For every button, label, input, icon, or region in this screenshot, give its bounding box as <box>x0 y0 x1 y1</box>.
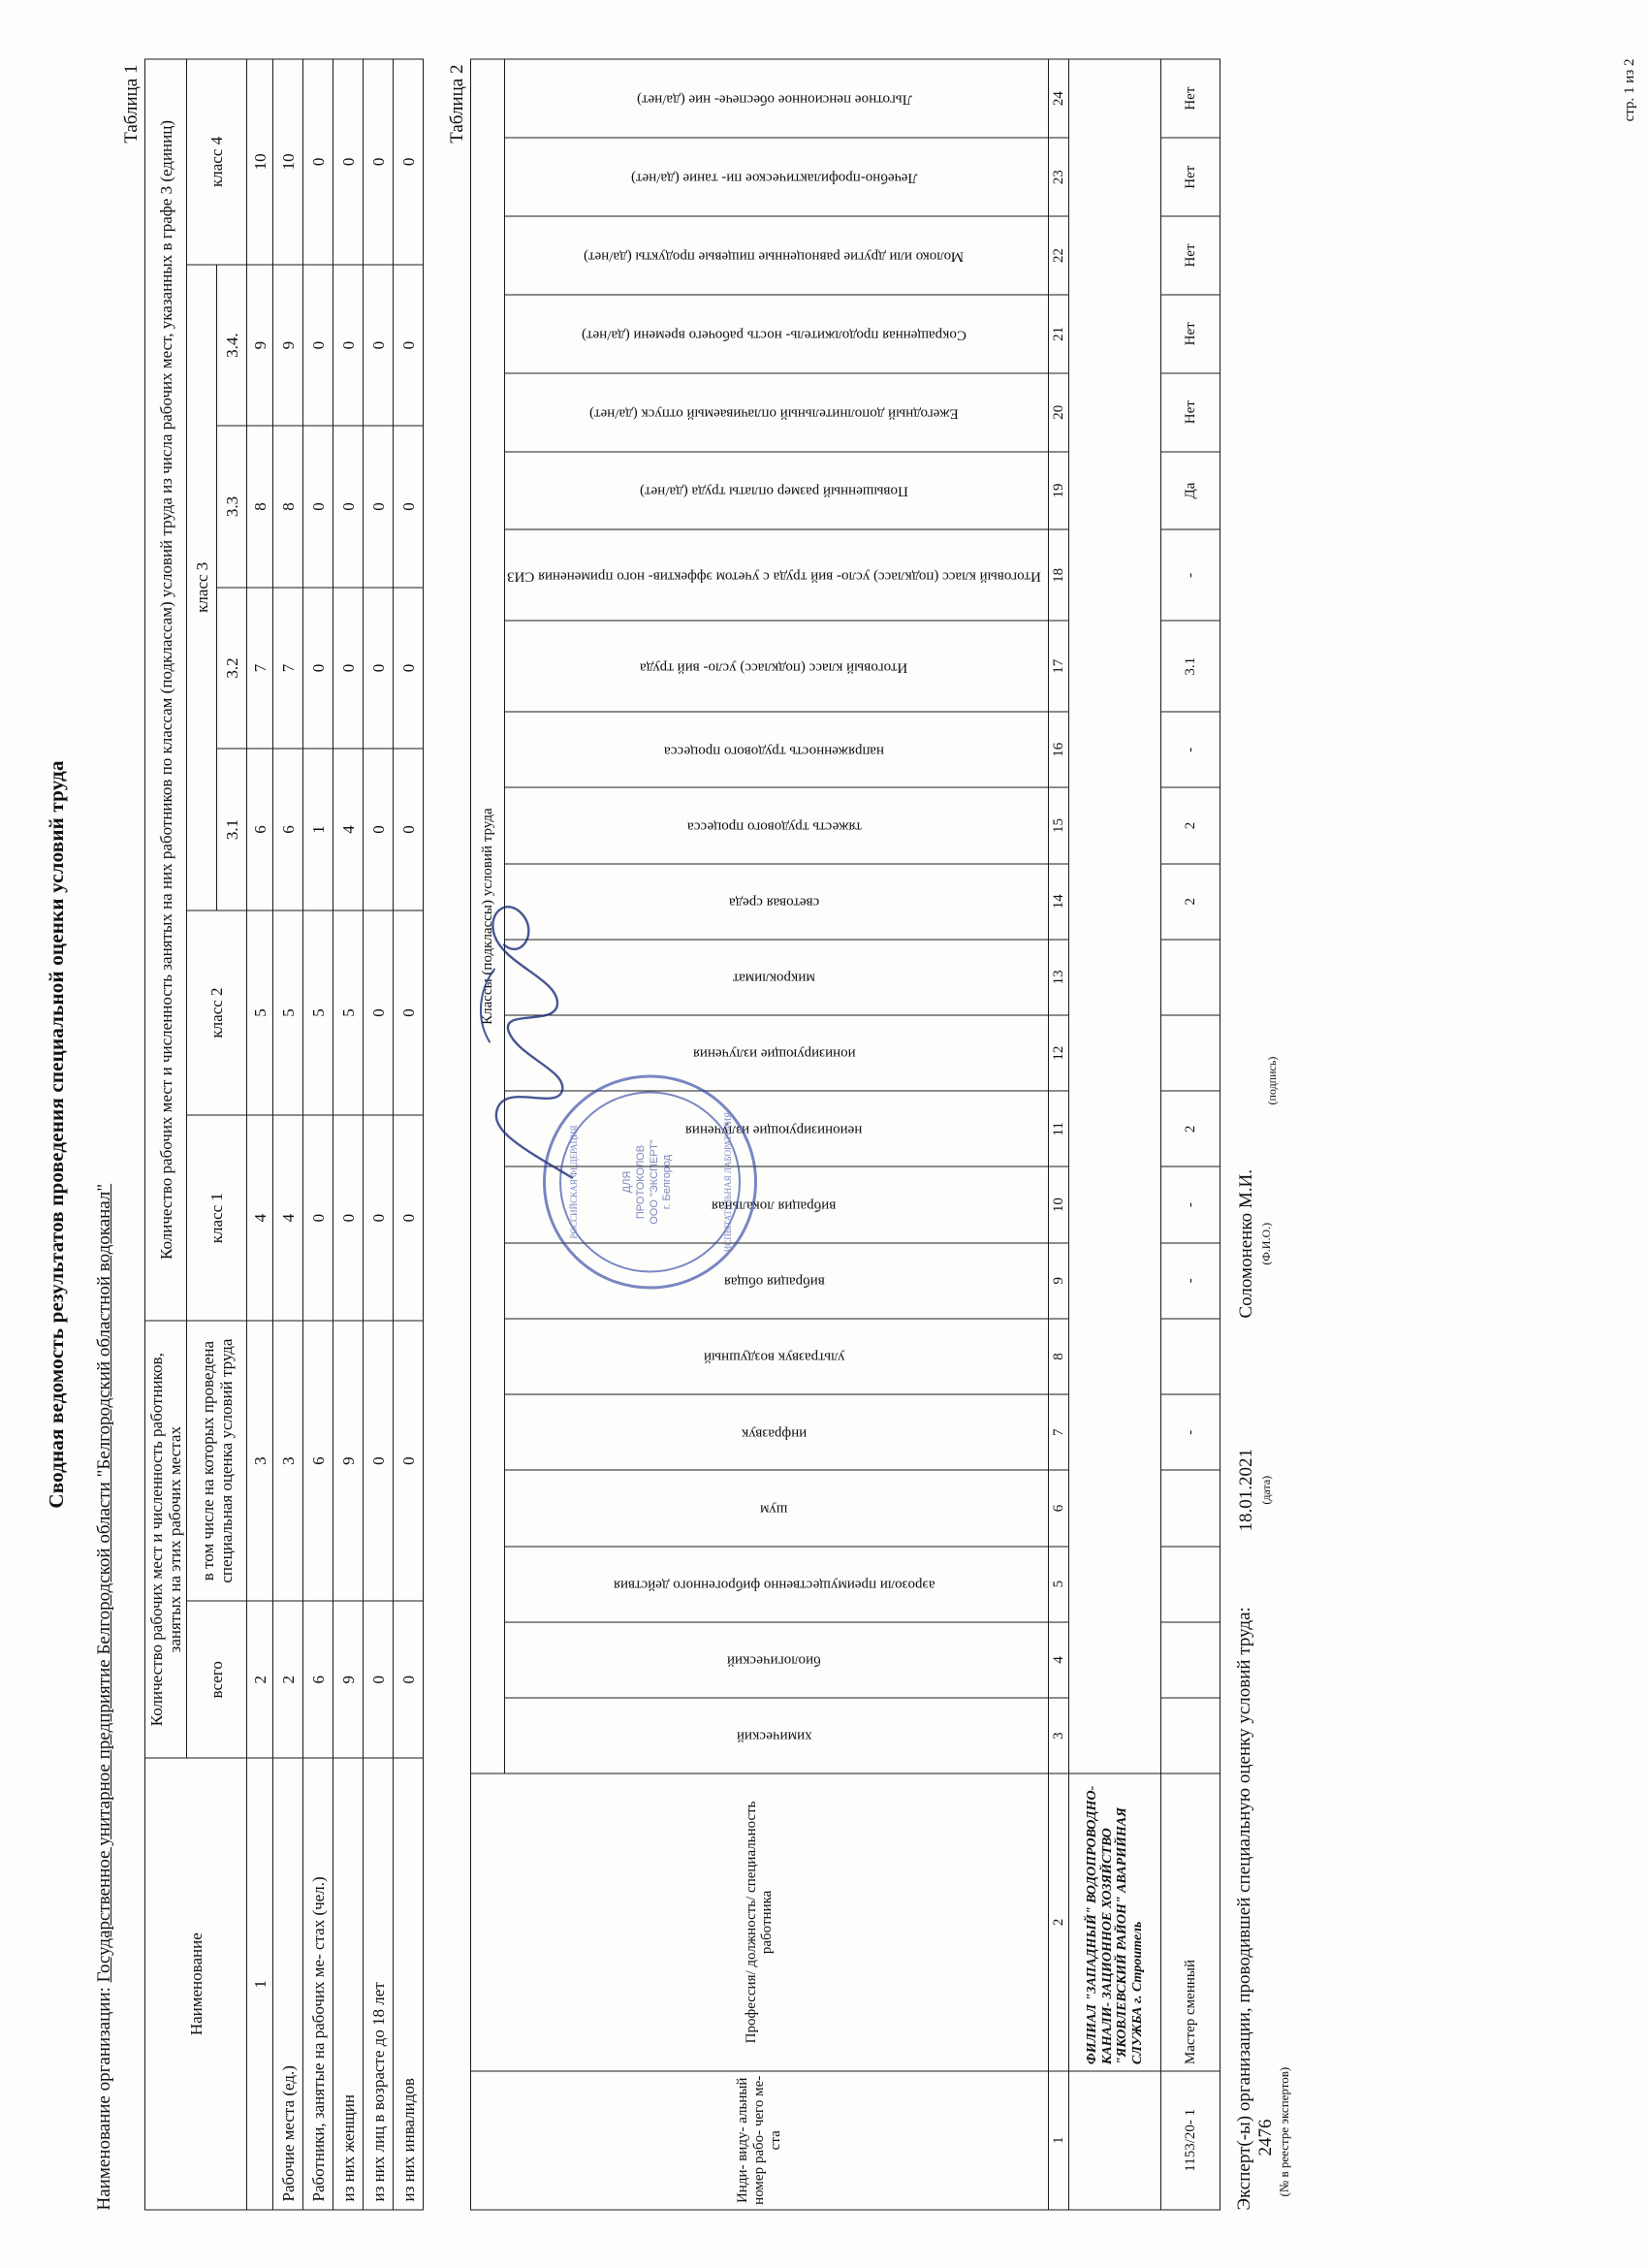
colnum-10: 10 <box>1048 1166 1069 1242</box>
th-classes-group: Классы (подклассы) условий труда <box>471 59 505 1773</box>
th-total: всего <box>187 1601 247 1758</box>
colnum-1: 1 <box>247 1758 273 2210</box>
cell-class34: 0 <box>394 264 424 425</box>
cell-class2: 5 <box>303 910 333 1115</box>
fio-note: (Ф.И.О.) <box>1259 1222 1274 1265</box>
th-guarantee-leave: Ежегодный дополнительный оплачиваемый отпуск (да/нет) <box>505 372 1049 451</box>
cell-guarantee-milk: Нет <box>1161 216 1220 295</box>
th-individual-number: Инди- виду- альный номер рабо- чего ме- ста <box>471 2070 1049 2209</box>
th-factor-chemical: химический <box>505 1697 1049 1773</box>
cell-factor-vibration-general: - <box>1161 1242 1220 1318</box>
cell-factor-biological <box>1161 1621 1220 1697</box>
table2-header-row-1 <box>471 59 505 2210</box>
table-row <box>364 59 394 2210</box>
colnum-18: 18 <box>1048 529 1069 621</box>
cell-guarantee-pay: Да <box>1161 451 1220 529</box>
colnum-22: 22 <box>1048 216 1069 295</box>
cell-class31: 6 <box>273 749 303 910</box>
registry-note: (№ в реестре экспертов) <box>1277 2066 1292 2196</box>
cell-class33: 0 <box>303 426 333 587</box>
date-block <box>1236 1449 1274 1532</box>
th-classes-group: Количество рабочих мест и численность занятых на них работников по классам (подклассам) условий труда из числа рабочих мест, указанных в графе 3 (единиц) <box>145 59 187 1321</box>
cell-class33: 0 <box>333 426 364 587</box>
table-1 <box>144 58 424 2210</box>
th-factor-infrasound: инфразвук <box>505 1394 1049 1470</box>
colnum-16: 16 <box>1048 712 1069 787</box>
colnum-14: 14 <box>1048 863 1069 939</box>
colnum-1: 1 <box>1048 2070 1069 2209</box>
th-name: Наименование <box>145 1758 247 2210</box>
th-factor-vibration-local: вибрация локальная <box>505 1166 1049 1242</box>
colnum-4: 4 <box>1048 1621 1069 1697</box>
th-sub-31: 3.1 <box>217 749 247 910</box>
cell-class34: 0 <box>333 264 364 425</box>
th-assessed: в том числе на которых проведена специальная оценка условий труда <box>187 1320 247 1600</box>
cell-guarantee-nutrition: Нет <box>1161 138 1220 216</box>
stamp-line-1: ООО "ЭКСПЕРТ" <box>648 1138 660 1225</box>
th-profession: Профессия/ должность/ специальность работника <box>471 1773 1049 2070</box>
cell-assessed: 9 <box>333 1320 364 1600</box>
section-empty <box>1069 59 1161 1773</box>
stamp-line-2: г. Белгород <box>661 1154 674 1209</box>
cell-class1: 4 <box>273 1115 303 1321</box>
colnum-9: 9 <box>1048 1242 1069 1318</box>
colnum-11: 11 <box>1048 1091 1069 1166</box>
row-label: Рабочие места (ед.) <box>273 1758 303 2210</box>
colnum-13: 13 <box>1048 939 1069 1014</box>
row-label: из них женщин <box>333 1758 364 2210</box>
colnum-20: 20 <box>1048 372 1069 451</box>
cell-factor-severity: 2 <box>1161 787 1220 863</box>
cell-class1: 0 <box>394 1115 424 1321</box>
th-class-3: класс 3 <box>187 264 217 910</box>
th-class-1: класс 1 <box>187 1115 247 1321</box>
th-guarantee-milk: Молоко или другие равноценные пищевые продукты (да/нет) <box>505 216 1049 295</box>
th-factor-light: световая среда <box>505 863 1049 939</box>
cell-factor-intensity: - <box>1161 712 1220 787</box>
cell-class31: 4 <box>333 749 364 910</box>
cell-total: 9 <box>333 1601 364 1758</box>
table2-label: Таблица 2 <box>447 64 468 144</box>
cell-factor-microclimate <box>1161 939 1220 1014</box>
th-class-4: класс 4 <box>187 59 247 265</box>
table-row <box>273 59 303 2210</box>
organization-line <box>94 58 115 2210</box>
cell-final-class: 3.1 <box>1161 621 1220 712</box>
cell-total: 0 <box>394 1601 424 1758</box>
date-note: (дата) <box>1259 1475 1274 1505</box>
row-label: из них лиц в возрасте до 18 лет <box>364 1758 394 2210</box>
th-factor-aerosols: аэрозоли преимущественно фиброгенного действия <box>505 1546 1049 1621</box>
colnum-15: 15 <box>1048 787 1069 863</box>
cell-class31: 0 <box>364 749 394 910</box>
organization-label: Наименование организации: <box>94 1986 114 2210</box>
colnum-23: 23 <box>1048 138 1069 216</box>
cell-assessed: 6 <box>303 1320 333 1600</box>
th-factor-ionizing: ионизирующие излучения <box>505 1015 1049 1091</box>
colnum-6: 6 <box>1048 1470 1069 1546</box>
signature-date: 18.01.2021 <box>1236 1448 1257 1531</box>
th-sub-33: 3.3 <box>217 426 247 587</box>
table2-section-row <box>1069 59 1161 2210</box>
cell-class34: 0 <box>364 264 394 425</box>
stamp-arc-bottom: ИСПЫТАТЕЛЬНАЯ ЛАБОРАТОРИЯ <box>723 1111 733 1252</box>
cell-class2: 0 <box>394 910 424 1115</box>
signature-block <box>1234 58 1379 2210</box>
cell-assessed: 0 <box>394 1320 424 1600</box>
th-guarantee-hours: Сокращенная продолжитель- ность рабочего времени (да/нет) <box>505 294 1049 372</box>
colnum-2: 2 <box>247 1601 273 1758</box>
cell-class2: 5 <box>273 910 303 1115</box>
cell-factor-infrasound: - <box>1161 1394 1220 1470</box>
cell-class4: 0 <box>394 59 424 265</box>
cell-class34: 9 <box>273 264 303 425</box>
cell-class2: 5 <box>333 910 364 1115</box>
table1-column-numbers <box>247 59 273 2210</box>
organization-name: Государственное унитарное предприятие Белгородской области "Белгородский областной водоканал" <box>94 1183 114 1982</box>
cell-class33: 0 <box>394 426 424 587</box>
cell-class4: 0 <box>303 59 333 265</box>
cell-final-class-ppe: - <box>1161 529 1220 621</box>
fio-block <box>1236 1169 1274 1318</box>
th-factor-nonionizing: неионизирующие излучения <box>505 1091 1049 1166</box>
th-factor-noise: шум <box>505 1470 1049 1546</box>
cell-factor-ionizing <box>1161 1015 1220 1091</box>
th-factor-intensity: напряженность трудового процесса <box>505 712 1049 787</box>
colnum-6: 6 <box>247 749 273 910</box>
cell-profession: Мастер сменный <box>1161 1773 1220 2070</box>
cell-class33: 0 <box>364 426 394 587</box>
stamp-line-3: ДЛЯ <box>621 1170 633 1193</box>
colnum-5: 5 <box>1048 1546 1069 1621</box>
cell-factor-noise <box>1161 1470 1220 1546</box>
table-row <box>394 59 424 2210</box>
th-final-class-ppe: Итоговый класс (подкласс) усло- вий труда с учетом эффектив- ного применения СИЗ <box>505 529 1049 621</box>
th-sub-34: 3.4. <box>217 264 247 425</box>
cell-factor-vibration-local: - <box>1161 1166 1220 1242</box>
section-title: ФИЛИАЛ "ЗАПАДНЫЙ" ВОДОПРОВОДНО-КАНАЛИ- ЗАЦИОННОЕ ХОЗЯЙСТВО "ЯКОВЛЕВСКИЙ РАЙОН" АВАРИЙНАЯ СЛУЖБА г. Строитель <box>1069 1773 1161 2070</box>
cell-total: 2 <box>273 1601 303 1758</box>
colnum-21: 21 <box>1048 294 1069 372</box>
cell-class4: 0 <box>333 59 364 265</box>
cell-guarantee-hours: Нет <box>1161 294 1220 372</box>
cell-class2: 0 <box>364 910 394 1115</box>
colnum-7: 7 <box>247 587 273 748</box>
th-class-2: класс 2 <box>187 910 247 1115</box>
row-label: Работники, занятые на рабочих ме- стах (чел.) <box>303 1758 333 2210</box>
colnum-8: 8 <box>1048 1318 1069 1393</box>
cell-individual-number: 1153/20- 1 <box>1161 2070 1220 2209</box>
cell-factor-light: 2 <box>1161 863 1220 939</box>
colnum-5: 5 <box>247 910 273 1115</box>
table-row <box>1161 59 1220 2210</box>
th-factor-severity: тяжесть трудового процесса <box>505 787 1049 863</box>
th-guarantee-pay: Повышенный размер оплаты труда (да/нет) <box>505 451 1049 529</box>
cell-guarantee-leave: Нет <box>1161 372 1220 451</box>
cell-class4: 10 <box>273 59 303 265</box>
colnum-3: 3 <box>247 1320 273 1600</box>
colnum-19: 19 <box>1048 451 1069 529</box>
page-footer: стр. 1 из 2 <box>1622 58 1637 121</box>
cell-class31: 1 <box>303 749 333 910</box>
th-count-group: Количество рабочих мест и численность работников, занятых на этих рабочих местах <box>145 1320 187 1757</box>
colnum-2: 2 <box>1048 1773 1069 2070</box>
cell-assessed: 0 <box>364 1320 394 1600</box>
table-2 <box>470 58 1220 2210</box>
expert-label: Эксперт(-ы) организации, проводившей специальную оценку условий труда: <box>1234 1606 1255 2210</box>
cell-factor-chemical <box>1161 1697 1220 1773</box>
section-ind-number <box>1069 2070 1161 2209</box>
table-row <box>303 59 333 2210</box>
colnum-17: 17 <box>1048 621 1069 712</box>
cell-class32: 7 <box>273 587 303 748</box>
cell-factor-ultrasound <box>1161 1318 1220 1393</box>
th-guarantee-nutrition: Лечебно-профилактическое пи- тание (да/нет) <box>505 138 1049 216</box>
signature-note: (подпись) <box>1265 1056 1280 1104</box>
cell-class33: 8 <box>273 426 303 587</box>
row-label: из них инвалидов <box>394 1758 424 2210</box>
colnum-7: 7 <box>1048 1394 1069 1470</box>
cell-class32: 0 <box>303 587 333 748</box>
colnum-9: 9 <box>247 264 273 425</box>
cell-assessed: 3 <box>273 1320 303 1600</box>
cell-factor-aerosols <box>1161 1546 1220 1621</box>
th-factor-vibration-general: вибрация общая <box>505 1242 1049 1318</box>
cell-total: 0 <box>364 1601 394 1758</box>
th-factor-ultrasound: ультразвук воздушный <box>505 1318 1049 1393</box>
colnum-3: 3 <box>1048 1697 1069 1773</box>
cell-class1: 0 <box>364 1115 394 1321</box>
table2-column-numbers <box>1048 59 1069 2210</box>
expert-fio: Соломоненко М.И. <box>1236 1168 1257 1318</box>
cell-class32: 0 <box>394 587 424 748</box>
th-final-class: Итоговый класс (подкласс) усло- вий труда <box>505 621 1049 712</box>
expert-number: 2476 <box>1255 2119 1277 2156</box>
colnum-8: 8 <box>247 426 273 587</box>
th-factor-microclimate: микроклимат <box>505 939 1049 1014</box>
colnum-4: 4 <box>247 1115 273 1321</box>
cell-class34: 0 <box>303 264 333 425</box>
table1-label: Таблица 1 <box>121 64 142 144</box>
stamp-arc-top: РОССИЙСКАЯ ФЕДЕРАЦИЯ <box>569 1124 579 1239</box>
colnum-24: 24 <box>1048 59 1069 138</box>
cell-class31: 0 <box>394 749 424 910</box>
th-sub-32: 3.2 <box>217 587 247 748</box>
table1-header-row-1 <box>145 59 187 2210</box>
colnum-10: 10 <box>247 59 273 265</box>
cell-class4: 0 <box>364 59 394 265</box>
cell-factor-nonionizing: 2 <box>1161 1091 1220 1166</box>
cell-class32: 0 <box>333 587 364 748</box>
stamp-line-4: ПРОТОКОЛОВ <box>634 1144 647 1219</box>
cell-total: 6 <box>303 1601 333 1758</box>
colnum-12: 12 <box>1048 1015 1069 1091</box>
cell-guarantee-pension: Нет <box>1161 59 1220 138</box>
table-row <box>333 59 364 2210</box>
th-guarantee-pension: Льготное пенсионное обеспече- ние (да/нет) <box>505 59 1049 138</box>
page-title: Сводная ведомость результатов проведения специальной оценки условий труда <box>45 759 68 1509</box>
cell-class32: 0 <box>364 587 394 748</box>
cell-class1: 0 <box>333 1115 364 1321</box>
cell-class1: 0 <box>303 1115 333 1321</box>
th-factor-biological: биологический <box>505 1621 1049 1697</box>
